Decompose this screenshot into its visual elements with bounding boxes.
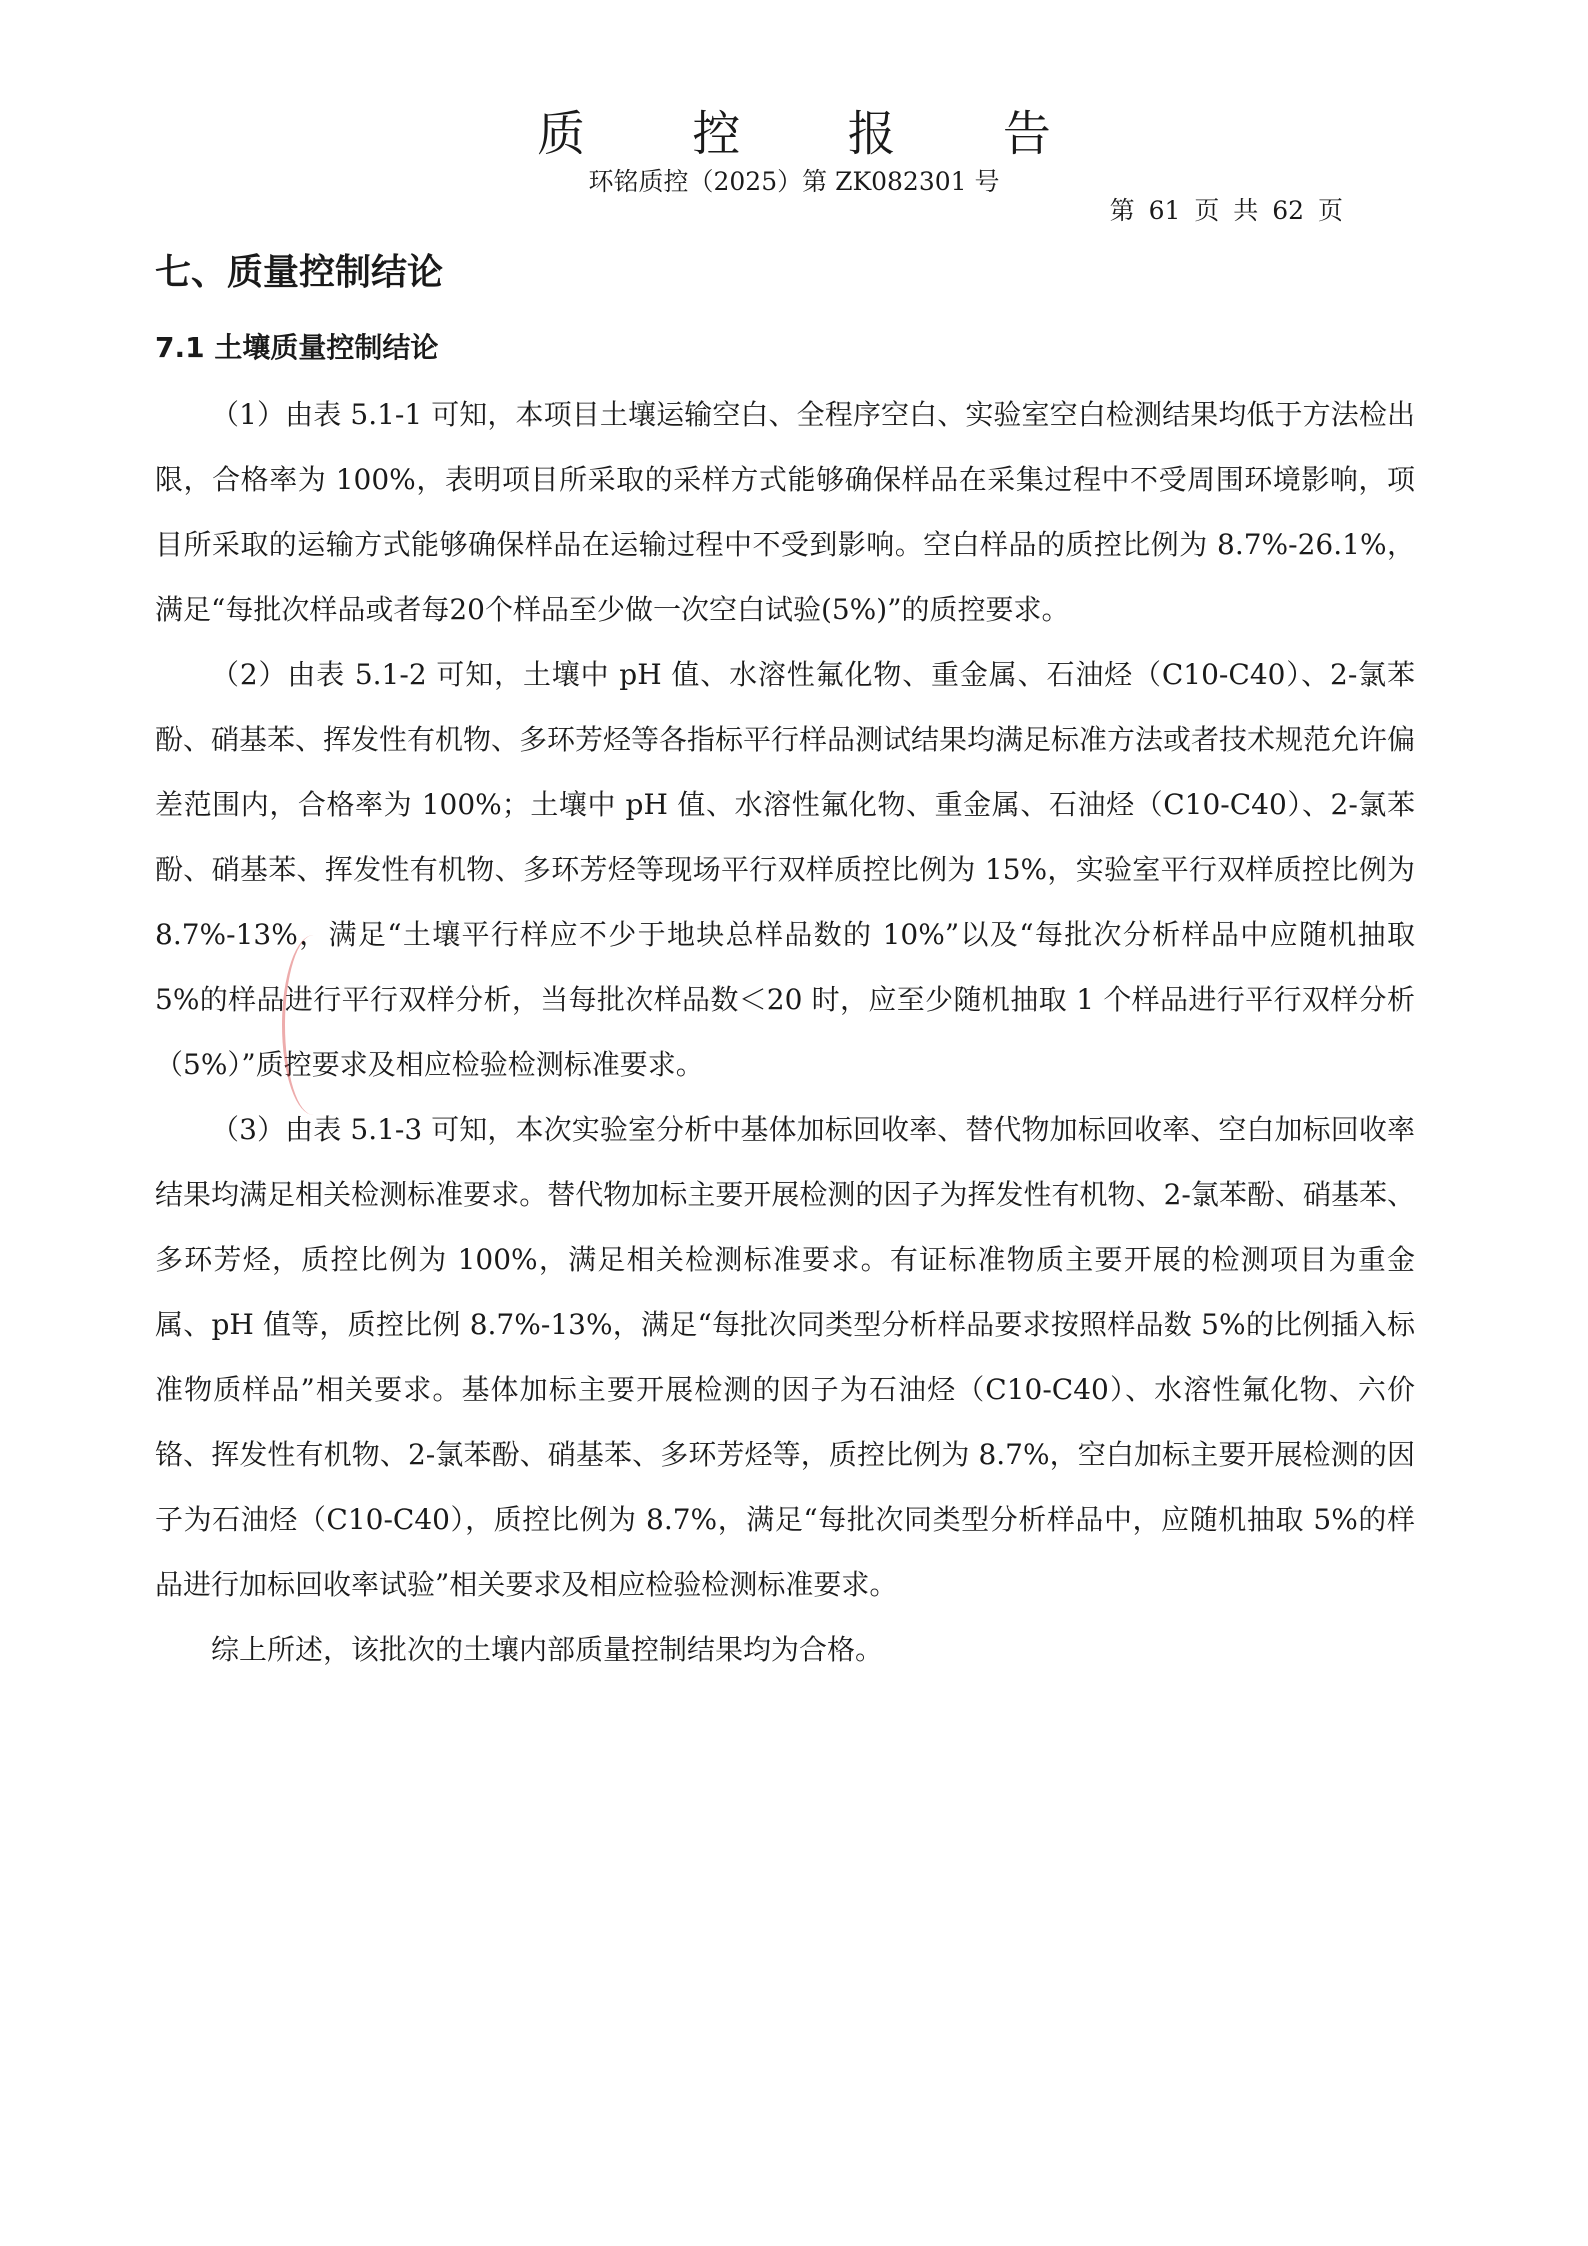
paragraph-1: （1）由表 5.1-1 可知，本项目土壤运输空白、全程序空白、实验室空白检测结果均低于方法检出限，合格率为 100%，表明项目所采取的采样方式能够确保样品在采集过程中不受周围环境影响，项目所采取的运输方式能够确保样品在运输过程中不受到影响。空白样品的质控比例为 8.7%-26.1%，满足“每批次样品或者每20个样品至少做一次空白试验(5%)”的质控要求。	[155, 398, 1415, 626]
paragraph-3: （3）由表 5.1-3 可知，本次实验室分析中基体加标回收率、替代物加标回收率、空白加标回收率结果均满足相关检测标准要求。替代物加标主要开展检测的因子为挥发性有机物、2-氯苯酚、硝基苯、多环芳烃，质控比例为 100%，满足相关检测标准要求。有证标准物质主要开展的检测项目为重金属、pH 值等，质控比例 8.7%-13%，满足“每批次同类型分析样品要求按照样品数 5%的比例插入标准物质样品”相关要求。基体加标主要开展检测的因子为石油烃（C10-C40）、水溶性氟化物、六价铬、挥发性有机物、2-氯苯酚、硝基苯、多环芳烃等，质控比例为 8.7%，空白加标主要开展检测的因子为石油烃（C10-C40），质控比例为 8.7%，满足“每批次同类型分析样品中，应随机抽取 5%的样品进行加标回收率试验”相关要求及相应检验检测标准要求。	[155, 1113, 1415, 1601]
paragraph-conclusion: 综上所述，该批次的土壤内部质量控制结果均为合格。	[211, 1633, 884, 1666]
section-heading: 七、质量控制结论	[155, 252, 444, 293]
report-title: 质 控 报 告	[537, 106, 1097, 162]
report-number: 环铭质控（2025）第 ZK082301 号	[588, 167, 1000, 196]
seal-stamp-mark	[282, 935, 345, 1115]
paragraph-2: （2）由表 5.1-2 可知，土壤中 pH 值、水溶性氟化物、重金属、石油烃（C10-C40）、2-氯苯酚、硝基苯、挥发性有机物、多环芳烃等各指标平行样品测试结果均满足标准方法或者技术规范允许偏差范围内，合格率为 100%；土壤中 pH 值、水溶性氟化物、重金属、石油烃（C10-C40）、2-氯苯酚、硝基苯、挥发性有机物、多环芳烃等现场平行双样质控比例为 15%，实验室平行双样质控比例为 8.7%-13%，满足“土壤平行样应不少于地块总样品数的 10%”以及“每批次分析样品中应随机抽取 5%的样品进行平行双样分析，当每批次样品数＜20 时，应至少随机抽取 1 个样品进行平行双样分析（5%）”质控要求及相应检验检测标准要求。	[155, 658, 1416, 1081]
subsection-heading: 7.1 土壤质量控制结论	[155, 331, 439, 364]
page-number: 第 61 页 共 62 页	[1109, 196, 1343, 225]
